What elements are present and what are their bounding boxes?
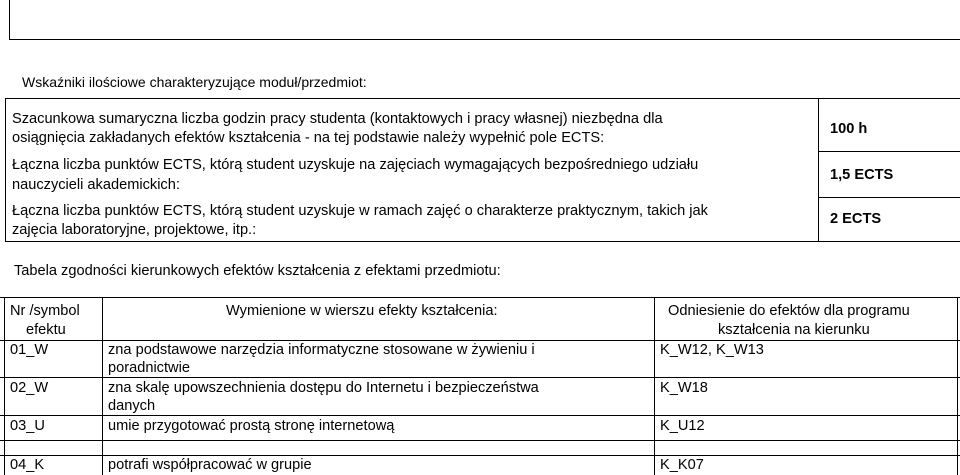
row-1-description-line-1: zna podstawowe narzędzia informatyczne stosowane w żywieniu i xyxy=(108,342,535,358)
compliance-caption: Tabela zgodności kierunkowych efektów kształcenia z efektami przedmiotu: xyxy=(14,263,501,279)
table-column-divider xyxy=(102,297,103,475)
indicator-row-1-line-2: osiągnięcia zakładanych efektów kształcenia - na tej podstawie należy wypełnić pole ECTS: xyxy=(12,130,605,146)
header-symbol-line-2: efektu xyxy=(26,322,66,338)
header-reference-line-1: Odniesienie do efektów dla programu xyxy=(668,303,910,319)
table-row-border xyxy=(0,440,960,441)
header-reference-line-2: kształcenia na kierunku xyxy=(718,322,870,338)
row-4-description: potrafi współpracować w grupie xyxy=(108,457,312,473)
row-3-reference: K_U12 xyxy=(660,418,705,434)
indicator-row-2-line-2: nauczycieli akademickich: xyxy=(12,177,180,193)
table-right-border xyxy=(957,297,958,475)
row-3-description: umie przygotować prostą stronę internetową xyxy=(108,418,395,434)
table-row-border xyxy=(0,415,960,416)
row-2-reference: K_W18 xyxy=(660,380,708,396)
indicator-row-3-line-1: Łączna liczba punktów ECTS, którą student uzyskuje w ramach zajęć o charakterze praktycznym, takich jak xyxy=(12,203,708,219)
row-2-symbol: 02_W xyxy=(10,380,49,396)
indicator-row-1-value: 100 h xyxy=(830,121,868,137)
indicators-value-separator xyxy=(818,151,960,152)
row-1-reference: K_W12, K_W13 xyxy=(660,342,764,358)
table-column-divider xyxy=(654,297,655,475)
row-4-symbol: 04_K xyxy=(10,457,45,473)
table-row-border xyxy=(0,377,960,378)
indicator-row-2-value: 1,5 ECTS xyxy=(830,167,894,183)
indicators-caption: Wskaźniki ilościowe charakteryzujące moduł/przedmiot: xyxy=(22,74,367,90)
previous-section-box xyxy=(9,0,960,40)
indicators-divider xyxy=(818,98,819,242)
row-2-description-line-2: danych xyxy=(108,398,156,414)
indicator-row-3-value: 2 ECTS xyxy=(830,211,882,227)
row-3-symbol: 03_U xyxy=(10,418,45,434)
row-4-reference: K_K07 xyxy=(660,457,704,473)
indicator-row-2-line-1: Łączna liczba punktów ECTS, którą student uzyskuje na zajęciach wymagających bezpośredniego udziału xyxy=(12,157,699,173)
row-1-description-line-2: poradnictwie xyxy=(108,360,190,376)
indicator-row-3-line-2: zajęcia laboratoryjne, projektowe, itp.: xyxy=(12,222,257,238)
header-symbol-line-1: Nr /symbol xyxy=(10,303,80,319)
table-top-border xyxy=(0,297,960,298)
header-description: Wymienione w wierszu efekty kształcenia: xyxy=(226,303,498,319)
row-1-symbol: 01_W xyxy=(10,342,49,358)
indicators-value-separator xyxy=(818,197,960,198)
row-2-description-line-1: zna skalę upowszechnienia dostępu do Internetu i bezpieczeństwa xyxy=(108,380,539,396)
indicator-row-1-line-1: Szacunkowa sumaryczna liczba godzin pracy studenta (kontaktowych i pracy własnej) niezbędna dla xyxy=(12,111,663,127)
table-left-border xyxy=(4,297,5,475)
